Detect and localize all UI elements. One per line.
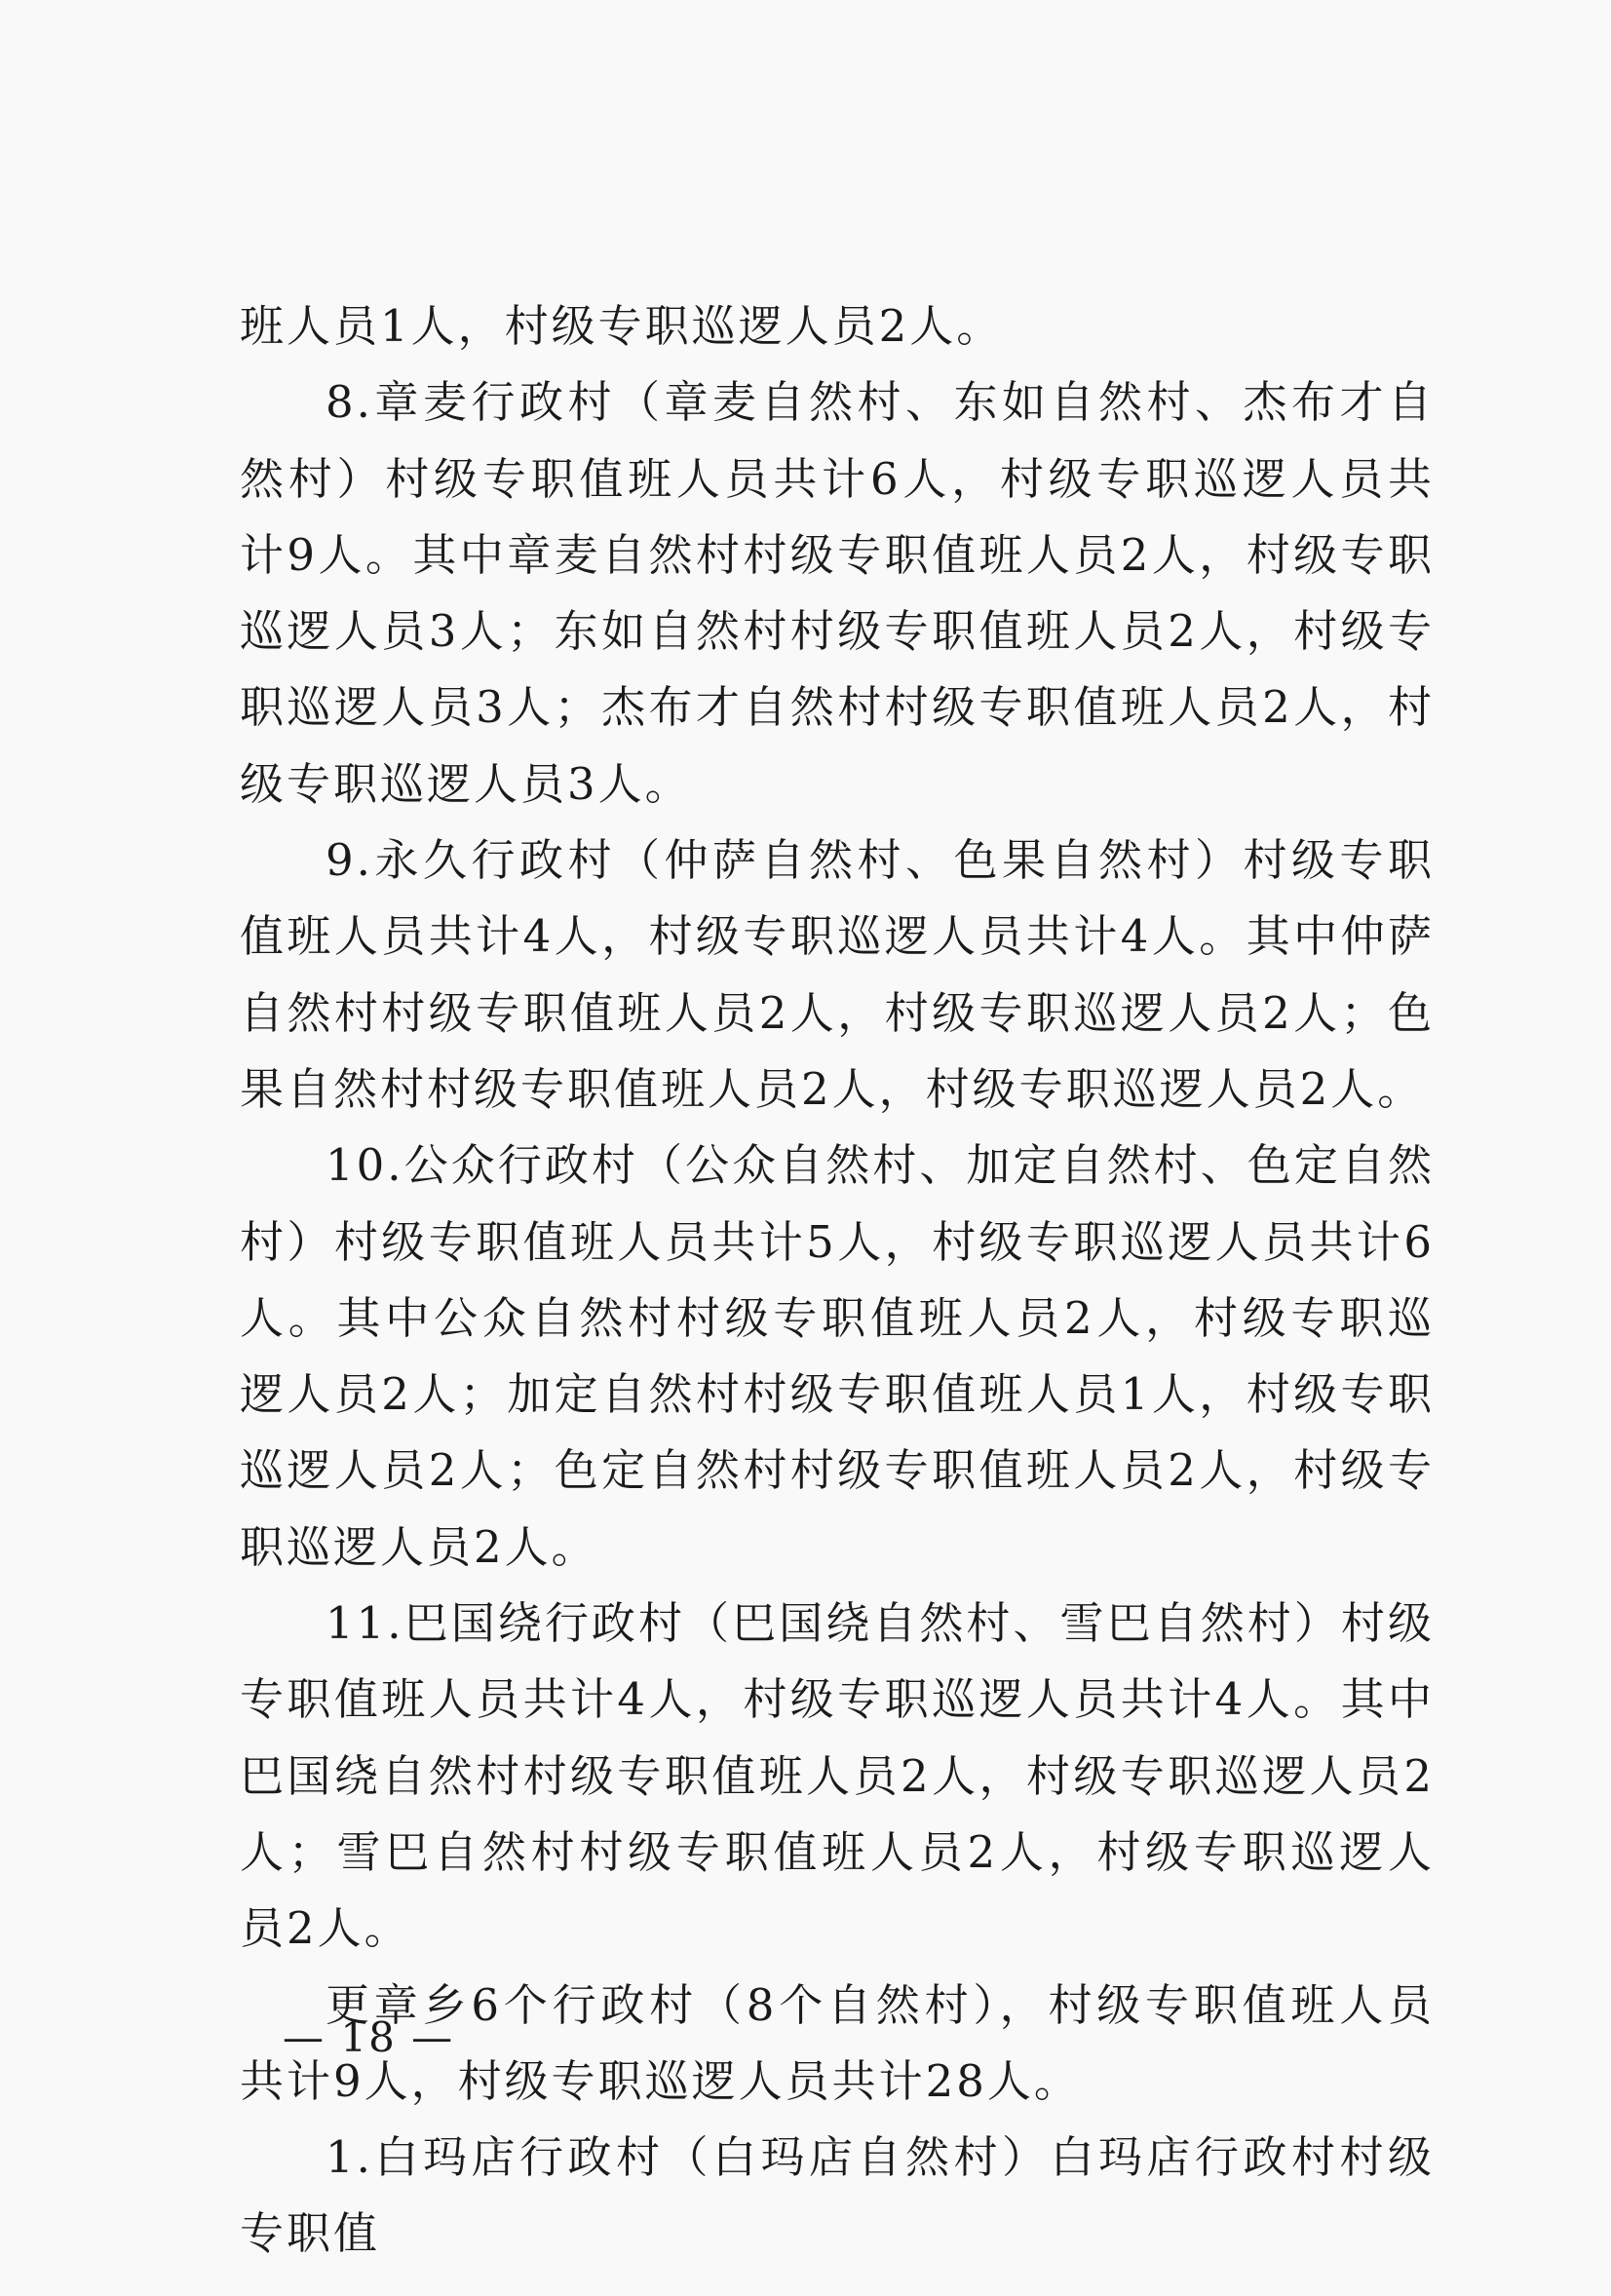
paragraph-item-11: 11.巴国绕行政村（巴国绕自然村、雪巴自然村）村级专职值班人员共计4人，村级专职巡逻人员共计4人。其中巴国绕自然村村级专职值班人员2人，村级专职巡逻人员2人；雪巴自然村村级专职值班人员2人，村级专职巡逻人员2人。: [240, 1597, 1435, 1955]
page-number: — 18 —: [283, 2013, 455, 2061]
paragraph-township-summary: 更章乡6个行政村（8个自然村），村级专职值班人员共计9人，村级专职巡逻人员共计28人。: [240, 1978, 1435, 2107]
paragraph-item-10: 10.公众行政村（公众自然村、加定自然村、色定自然村）村级专职值班人员共计5人，村级专职巡逻人员共计6人。其中公众自然村村级专职值班人员2人，村级专职巡逻人员2人；加定自然村村级专职值班人员1人，村级专职巡逻人员2人；色定自然村村级专职值班人员2人，村级专职巡逻人员2人。: [240, 1139, 1435, 1573]
document-body: [240, 288, 1435, 2273]
paragraph-item-1: 1.白玛店行政村（白玛店自然村）白玛店行政村村级专职值: [240, 2131, 1435, 2260]
paragraph-item-9: 9.永久行政村（仲萨自然村、色果自然村）村级专职值班人员共计4人，村级专职巡逻人员共计4人。其中仲萨自然村村级专职值班人员2人，村级专职巡逻人员2人；色果自然村村级专职值班人员2人，村级专职巡逻人员2人。: [240, 834, 1435, 1115]
paragraph-continuation: 班人员1人，村级专职巡逻人员2人。: [240, 300, 1004, 352]
paragraph-item-8: 8.章麦行政村（章麦自然村、东如自然村、杰布才自然村）村级专职值班人员共计6人，村级专职巡逻人员共计9人。其中章麦自然村村级专职值班人员2人，村级专职巡逻人员3人；东如自然村村级专职值班人员2人，村级专职巡逻人员3人；杰布才自然村村级专职值班人员2人，村级专职巡逻人员3人。: [240, 376, 1435, 810]
